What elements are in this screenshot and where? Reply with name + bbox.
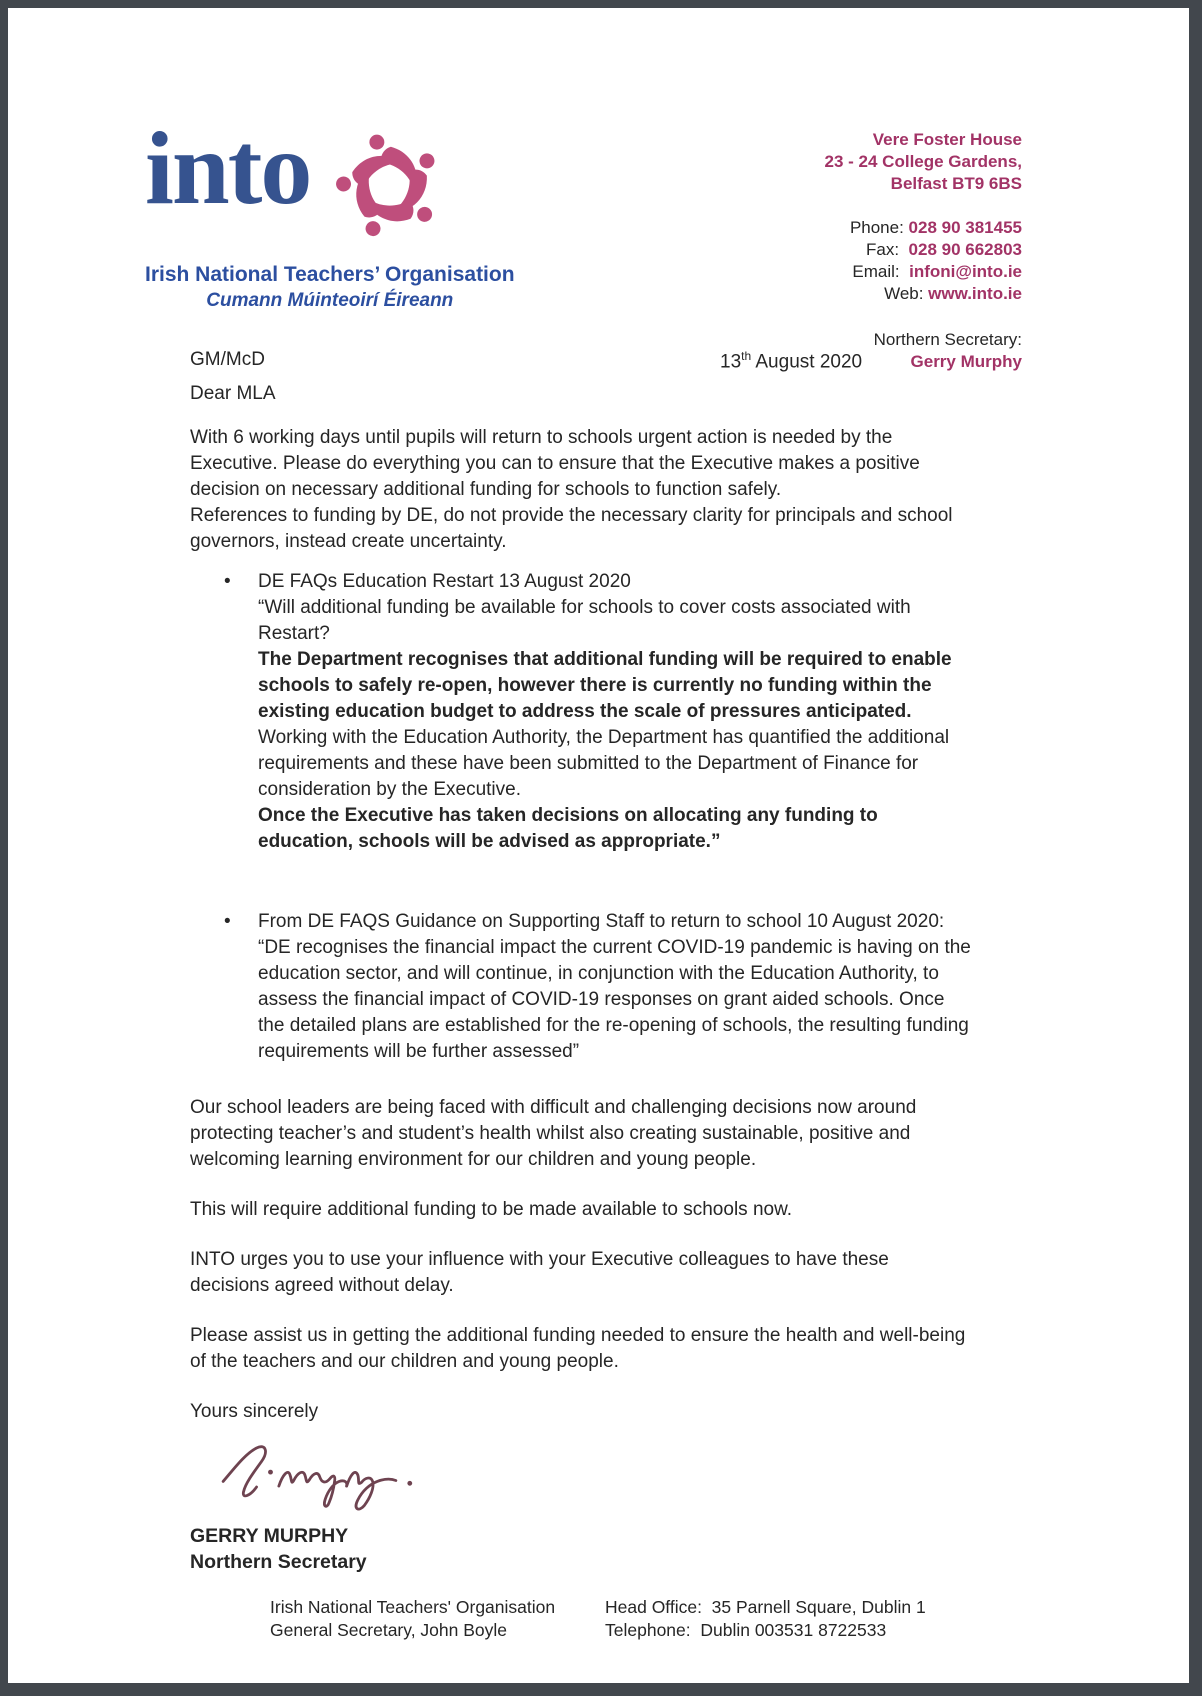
footer-organisation-block	[270, 1596, 555, 1642]
address-block	[825, 129, 1022, 373]
contact-row-fax	[825, 239, 1022, 261]
footer-org-name: Irish National Teachers' Organisation	[270, 1597, 556, 1617]
org-name-english: Irish National Teachers’ Organisation	[145, 263, 515, 286]
bullet-line-bold: Once the Executive has taken decisions on allocating any funding to education, schools will be advised as appropriate.”	[258, 805, 878, 852]
contact-label: Phone:	[849, 218, 909, 237]
contact-value: www.into.ie	[928, 284, 1022, 303]
reference-code: GM/McD	[190, 349, 265, 370]
into-knot-icon	[330, 130, 448, 247]
signer-title: Northern Secretary	[190, 1551, 367, 1573]
letter-page	[8, 8, 1189, 1683]
contact-label: Fax:	[866, 240, 909, 259]
contact-label: Web:	[884, 284, 929, 303]
paragraph-intro	[190, 425, 972, 555]
address-line: Vere Foster House	[872, 130, 1022, 149]
bullet-item-de-faqs-staff	[258, 909, 972, 1065]
paragraph-school-leaders: Our school leaders are being faced with difficult and challenging decisions now around protecting teacher’s and student’s health whilst also creating sustainable, positive and welcoming learning environment for our children and young people.	[190, 1097, 917, 1170]
contact-value: infoni@into.ie	[909, 262, 1022, 281]
paragraph-into-urges: INTO urges you to use your influence with your Executive colleagues to have these decisions agreed without delay.	[190, 1249, 889, 1296]
bullet-item-de-faqs-restart	[258, 569, 972, 855]
secretary-label: Northern Secretary:	[873, 330, 1022, 349]
signer-name: GERRY MURPHY	[190, 1525, 349, 1547]
contact-row-web	[825, 283, 1022, 305]
bullet-line: “Will additional funding be available for schools to cover costs associated with Restart?	[258, 597, 911, 644]
secretary-name: Gerry Murphy	[910, 352, 1022, 371]
paragraph-please-assist: Please assist us in getting the additional funding needed to ensure the health and well-being of the teachers and our children and young people.	[190, 1325, 966, 1372]
footer-general-secretary: General Secretary, John Boyle	[270, 1620, 508, 1640]
date-ordinal-suffix: th	[741, 349, 752, 363]
letter-body	[190, 381, 972, 1575]
date-month-year: August 2020	[751, 351, 863, 373]
footer-telephone: Telephone: Dublin 003531 8722533	[605, 1620, 887, 1640]
paragraph-text: With 6 working days until pupils will return to schools urgent action is needed by the Executive. Please do everything you can to ensure that the Executive makes a positive decision on necessary additional funding for schools to function safely.	[190, 427, 920, 500]
footer-head-office: Head Office: 35 Parnell Square, Dublin 1	[605, 1597, 926, 1617]
contact-label: Email:	[852, 262, 910, 281]
into-logo-wordmark: into	[145, 111, 311, 226]
bullet-line: Working with the Education Authority, the Department has quantified the additional requirements and these have been submitted to the Department of Finance for consideration by the Executive.	[258, 727, 950, 800]
footer-head-office-block	[605, 1596, 926, 1642]
address-line: Belfast BT9 6BS	[890, 174, 1022, 193]
closing-phrase: Yours sincerely	[190, 1401, 319, 1422]
contact-row-email	[825, 261, 1022, 283]
paragraph-text: References to funding by DE, do not provide the necessary clarity for principals and school governors, instead create uncertainty.	[190, 505, 953, 552]
handwritten-signature	[214, 1435, 972, 1521]
contact-value: 028 90 662803	[908, 240, 1022, 259]
bullet-line: • From DE FAQS Guidance on Supporting Staff to return to school 10 August 2020: “DE recognises the financial impact the current COVID-19 pandemic is having on the education sector, and will continue, in conjunction with the Education Authority, to assess the financial impact of COVID-19 responses on grant aided schools. Once the detailed plans are established for the re-opening of schools, the resulting funding requirements will be further assessed”	[258, 911, 971, 1062]
salutation: Dear MLA	[190, 383, 276, 404]
address-line: 23 - 24 College Gardens,	[824, 152, 1022, 171]
paragraph-require-funding: This will require additional funding to be made available to schools now.	[190, 1199, 793, 1220]
logo-block	[145, 111, 515, 312]
quote-bullet-list	[190, 569, 972, 1065]
bullet-line-bold: The Department recognises that additional funding will be required to enable schools to safely re-open, however there is currently no funding within the existing education budget to address the scale of pressures anticipated.	[258, 649, 952, 722]
contact-row-phone	[825, 217, 1022, 239]
letter-date	[720, 349, 862, 373]
contact-value: 028 90 381455	[908, 218, 1022, 237]
org-name-irish: Cumann Múinteoirí Éireann	[206, 290, 454, 311]
bullet-line: • DE FAQs Education Restart 13 August 2020	[258, 571, 631, 592]
date-day: 13	[720, 351, 742, 373]
